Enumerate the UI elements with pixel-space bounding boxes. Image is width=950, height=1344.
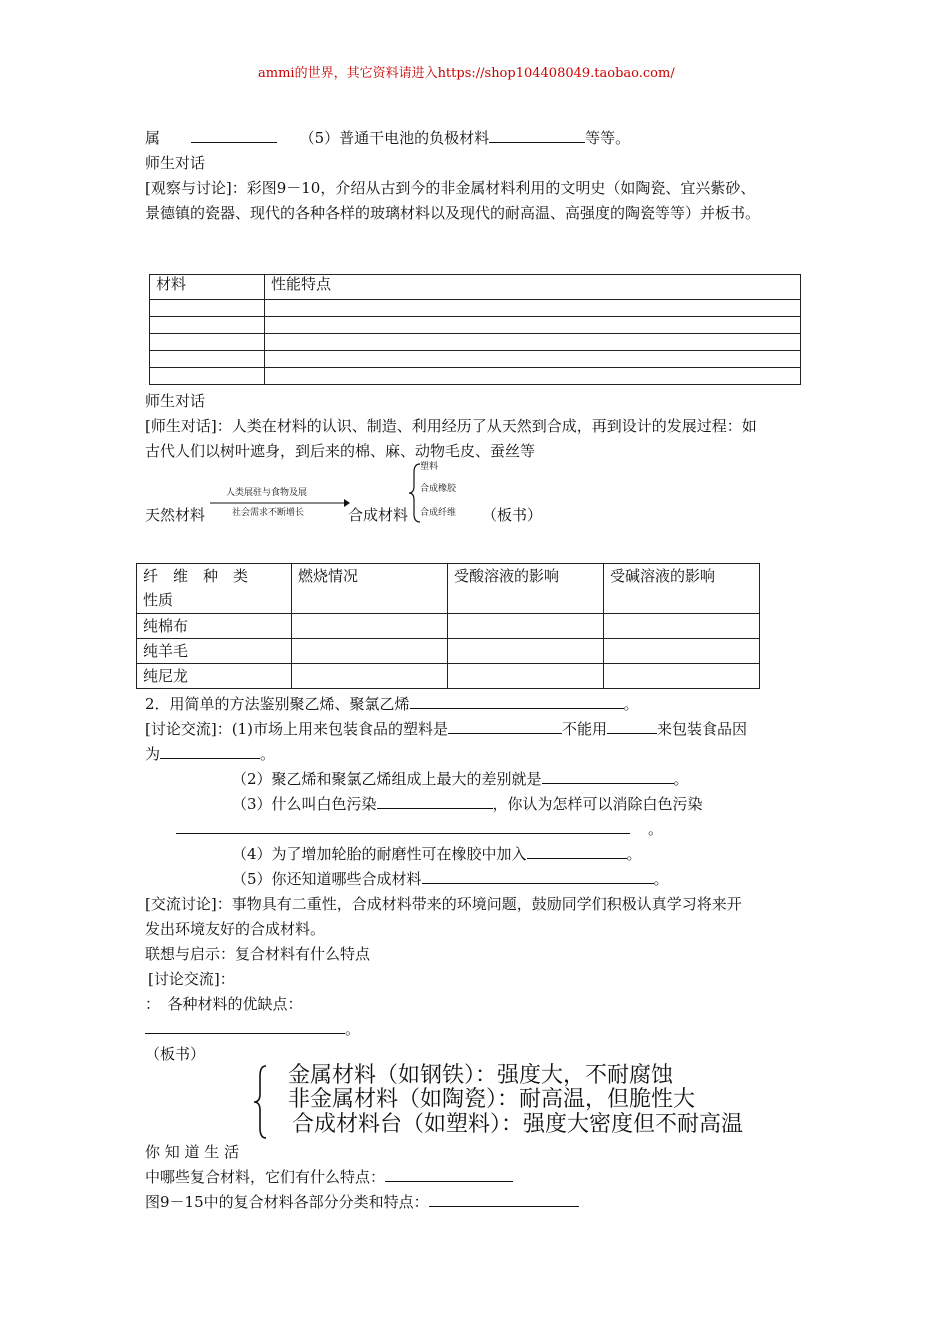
question-line [145, 1019, 360, 1039]
table-cell [265, 300, 801, 317]
header-line: 性质 [143, 591, 174, 609]
text-fragment: 图9－15中的复合材料各部分分类和特点： [145, 1193, 429, 1211]
table-cell [604, 614, 760, 639]
board-note: （板书） [145, 1045, 206, 1063]
text-fragment: 2．用简单的方法鉴别聚乙烯、聚氯乙烯 [145, 695, 410, 713]
table-row-label: 纯棉布 [137, 614, 292, 639]
text-fragment: [讨论交流]：(1)市场上用来包装食品的塑料是 [145, 720, 448, 738]
table-cell [604, 664, 760, 689]
table-header-cell: 材料 [150, 275, 265, 300]
table-cell [604, 639, 760, 664]
paragraph-line: 发出环境友好的合成材料。 [145, 920, 326, 938]
text-fragment: （2）聚乙烯和聚氯乙烯组成上最大的差别就是 [232, 770, 542, 788]
paragraph-line: 你 知 道 生 活 [145, 1143, 240, 1161]
board-line: 合成材料台（如塑料）：强度大密度但不耐高温 [292, 1112, 744, 1137]
table-cell [292, 664, 448, 689]
table-cell [292, 614, 448, 639]
text-fragment: 不能用 [561, 720, 607, 738]
question-line [145, 744, 275, 764]
board-line: 金属材料（如钢铁）：强度大，不耐腐蚀 [288, 1063, 674, 1088]
text-fragment: 。 [673, 770, 689, 788]
answer-blank [489, 128, 585, 143]
question-line [232, 769, 689, 789]
table-header-cell [137, 564, 292, 614]
text-fragment: （4）为了增加轮胎的耐磨性可在橡胶中加入 [232, 845, 527, 863]
text-fragment: 。 [345, 1020, 361, 1038]
question-line [232, 794, 703, 814]
text-fragment: 。 [260, 745, 276, 763]
answer-blank [607, 719, 657, 734]
question-line [176, 819, 663, 839]
paragraph-line: [师生对话]：人类在材料的认识、制造、利用经历了从天然到合成，再到设计的发展过程：如 [145, 417, 757, 435]
table-cell [265, 351, 801, 368]
flow-arrow-top-label: 人类展驻与食物及展 [226, 488, 308, 498]
text-fragment: 。 [626, 845, 642, 863]
flow-arrow-bottom-label: 社会需求不断增长 [232, 508, 305, 518]
answer-blank [527, 844, 627, 859]
answer-blank [385, 1167, 513, 1182]
question-line [145, 719, 747, 739]
answer-blank [377, 794, 493, 809]
flow-branch-label: 塑料 [420, 462, 439, 472]
table-cell [150, 351, 265, 368]
table-header-cell: 燃烧情况 [292, 564, 448, 614]
paragraph-line: 景德镇的瓷器、现代的各种各样的玻璃材料以及现代的耐高温、高强度的陶瓷等等）并板书。 [145, 204, 761, 222]
question-line [232, 844, 642, 864]
text-fragment: 等等。 [585, 129, 631, 147]
text-fragment: 。 [653, 870, 669, 888]
table-header-cell: 受碱溶液的影响 [604, 564, 760, 614]
answer-blank [410, 694, 624, 709]
table-cell [448, 664, 604, 689]
table-header-cell: 受酸溶液的影响 [448, 564, 604, 614]
answer-blank [145, 1019, 345, 1034]
flow-arrow-icon [210, 496, 350, 510]
table-cell [150, 317, 265, 334]
section-heading: 师生对话 [145, 154, 206, 172]
question-line [232, 869, 669, 889]
answer-blank [422, 869, 654, 884]
flow-branch-label: 合成橡胶 [420, 484, 457, 494]
answer-blank [429, 1192, 579, 1207]
watermark-header: ammi的世界，其它资料请进入https://shop104408049.taobao.com/ [258, 66, 675, 81]
paragraph-line: 古代人们以树叶遮身，到后来的棉、麻、动物毛皮、蚕丝等 [145, 442, 536, 460]
section-heading: [讨论交流]： [148, 970, 235, 988]
brace-icon [252, 1064, 268, 1140]
table-row-label: 纯尼龙 [137, 664, 292, 689]
table-cell [292, 639, 448, 664]
table-cell [265, 334, 801, 351]
text-line [145, 128, 630, 148]
paragraph-line: ： 各种材料的优缺点： [145, 995, 303, 1013]
text-fragment: 。 [623, 695, 639, 713]
table-cell [448, 639, 604, 664]
flow-natural-material: 天然材料 [145, 506, 206, 524]
answer-blank [542, 769, 674, 784]
flow-branch-label: 合成纤维 [420, 508, 457, 518]
question-line [145, 1167, 513, 1187]
board-line: 非金属材料（如陶瓷）：耐高温，但脆性大 [288, 1087, 696, 1112]
section-heading: 联想与启示：复合材料有什么特点 [145, 945, 371, 963]
table-header-cell: 性能特点 [265, 275, 801, 300]
text-fragment: （5）普通干电池的负极材料 [299, 129, 490, 147]
text-fragment: 为 [145, 745, 161, 763]
text-fragment: 来包装食品因 [656, 720, 747, 738]
flow-synthetic-material: 合成材料 [348, 506, 409, 524]
materials-table [149, 274, 801, 385]
fiber-properties-table [136, 563, 760, 689]
table-cell [265, 317, 801, 334]
header-line: 纤 维 种 类 [143, 567, 249, 585]
section-heading: 师生对话 [145, 392, 206, 410]
flow-note: （板书） [482, 506, 543, 524]
text-fragment: 属 [145, 129, 161, 147]
answer-blank [176, 819, 630, 834]
text-fragment: （3）什么叫白色污染 [232, 795, 377, 813]
answer-blank [191, 128, 277, 143]
text-fragment: ，你认为怎样可以消除白色污染 [492, 795, 703, 813]
text-fragment: 。 [648, 820, 664, 838]
table-cell [265, 368, 801, 385]
question-line [145, 1192, 579, 1212]
paragraph-line: [观察与讨论]：彩图9－10，介绍从古到今的非金属材料利用的文明史（如陶瓷、宜兴紫砂、 [145, 179, 756, 197]
text-fragment: （5）你还知道哪些合成材料 [232, 870, 422, 888]
answer-blank [448, 719, 562, 734]
question-line [145, 694, 639, 714]
table-cell [448, 614, 604, 639]
table-row-label: 纯羊毛 [137, 639, 292, 664]
text-fragment: 中哪些复合材料，它们有什么特点： [145, 1168, 386, 1186]
paragraph-line: [交流讨论]：事物具有二重性，合成材料带来的环境问题，鼓励同学们积极认真学习将来开 [145, 895, 742, 913]
table-cell [150, 368, 265, 385]
table-cell [150, 300, 265, 317]
answer-blank [160, 744, 260, 759]
table-cell [150, 334, 265, 351]
